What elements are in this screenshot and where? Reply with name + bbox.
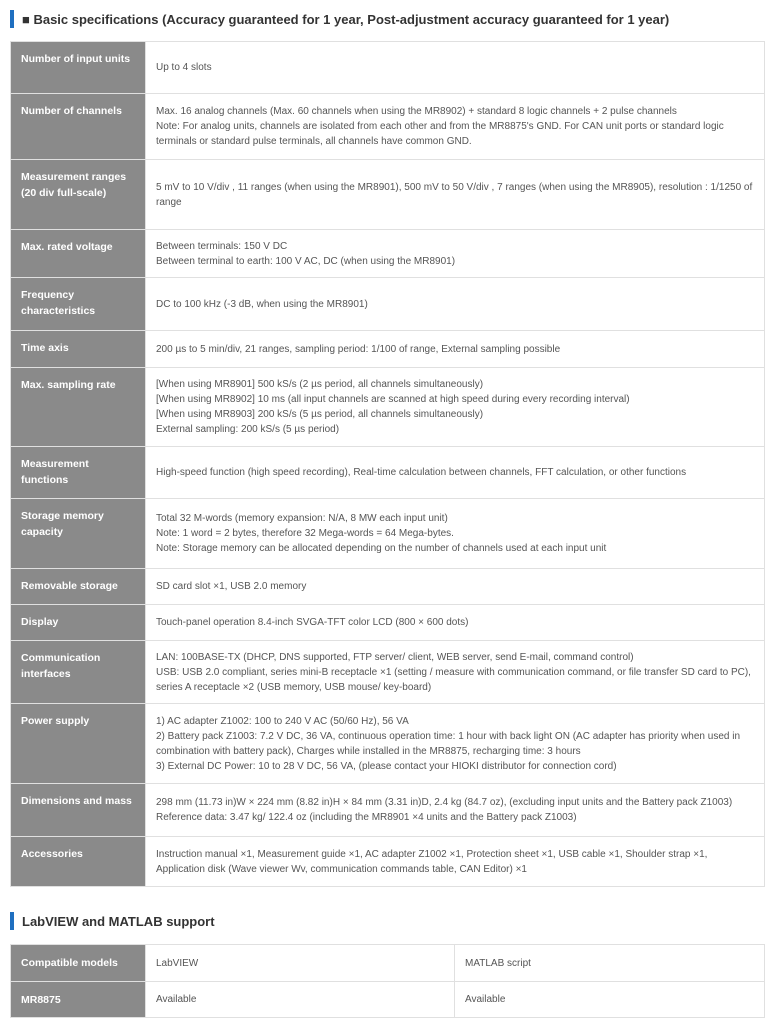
spec-row-value (146, 42, 765, 94)
spec-row-label (11, 160, 146, 230)
spec-row (11, 641, 765, 704)
spec-value-line: 3) External DC Power: 10 to 28 V DC, 56 VA, (please contact your HIOKI distributor for connection cord) (156, 760, 617, 772)
spec-row (11, 331, 765, 368)
spec-row-value (146, 499, 765, 569)
spec-row-value (146, 368, 765, 447)
spec-value-line: [When using MR8901] 500 kS/s (2 µs period, all channels simultaneously) (156, 379, 484, 390)
support-header-row (11, 945, 765, 982)
spec-table (10, 41, 765, 887)
spec-value-line: External sampling: 200 kS/s (5 µs period) (156, 424, 340, 435)
spec-value-line: Note: Storage memory can be allocated depending on the number of channels used at each input unit (156, 543, 607, 554)
spec-row-label (11, 42, 146, 94)
section-accent-bar (10, 10, 14, 28)
spec-row (11, 42, 765, 94)
spec-value-line: Total 32 M-words (memory expansion: N/A, 8 MW each input unit) (156, 513, 448, 524)
spec-row-label-text: Storage memory capacity (21, 510, 104, 538)
spec-row-label-text: Removable storage (21, 580, 118, 592)
spec-row-value (146, 569, 765, 605)
spec-row-label (11, 230, 146, 278)
spec-row-label-text: Number of input units (21, 53, 131, 65)
spec-row (11, 160, 765, 230)
spec-row-label-text: Max. rated voltage (21, 241, 113, 253)
spec-row-label-text: Power supply (21, 715, 90, 727)
spec-row-label (11, 331, 146, 368)
support-header-label: Compatible models (11, 945, 146, 982)
spec-row-label (11, 94, 146, 160)
spec-value-line: Note: 1 word = 2 bytes, therefore 32 Mega-words = 64 Mega-bytes. (156, 528, 454, 539)
support-row (11, 982, 765, 1018)
spec-row-value (146, 784, 765, 837)
spec-row (11, 784, 765, 837)
support-section (0, 912, 777, 934)
spec-row (11, 605, 765, 641)
spec-row-label-text: Frequency characteristics (21, 289, 96, 317)
spec-section-title: ■ Basic specifications (Accuracy guaranteed for 1 year, Post-adjustment accuracy guaranteed for 1 year) (22, 12, 670, 27)
spec-value-line: 200 µs to 5 min/div, 21 ranges, sampling period: 1/100 of range, External sampling possible (156, 343, 561, 355)
spec-value-line: High-speed function (high speed recording), Real-time calculation between channels, FFT calculation, or other functions (156, 467, 687, 478)
spec-row-label-text: Accessories (21, 848, 83, 860)
spec-row-label (11, 569, 146, 605)
spec-row (11, 499, 765, 569)
spec-row-label-text: Time axis (21, 342, 69, 354)
spec-value-line: 5 mV to 10 V/div , 11 ranges (when using the MR8901), 500 mV to 50 V/div , 7 ranges (when using the MR8905), resolution : 1/1250 of range (156, 181, 753, 208)
spec-row-value (146, 641, 765, 704)
support-header-col2: MATLAB script (455, 945, 765, 982)
spec-row-label-text: Measurement ranges (20 div full-scale) (21, 171, 127, 199)
spec-value-line: Max. 16 analog channels (Max. 60 channels when using the MR8902) + standard 8 logic channels + 2 pulse channels (156, 106, 677, 117)
spec-row (11, 837, 765, 887)
spec-row (11, 368, 765, 447)
spec-row-label-text: Dimensions and mass (21, 795, 132, 807)
spec-row-value (146, 160, 765, 230)
spec-row-value (146, 704, 765, 784)
spec-row (11, 569, 765, 605)
spec-row-value (146, 331, 765, 368)
spec-row-value (146, 447, 765, 499)
spec-row-value (146, 837, 765, 887)
support-table (10, 944, 765, 1018)
spec-row (11, 230, 765, 278)
spec-row-value (146, 230, 765, 278)
spec-value-line: USB: USB 2.0 compliant, series mini-B receptacle ×1 (setting / measure with communication command, or file transfer SD card to PC), series A receptacle ×2 (USB memory, USB mouse/ key-board) (156, 666, 751, 693)
support-row-col1: Available (146, 982, 455, 1018)
support-header-col1: LabVIEW (146, 945, 455, 982)
spec-row-label-text: Max. sampling rate (21, 379, 116, 391)
support-section-title: LabVIEW and MATLAB support (22, 914, 215, 929)
spec-row (11, 94, 765, 160)
spec-value-line: Reference data: 3.47 kg/ 122.4 oz (including the MR8901 ×4 units and the Battery pack Z1003) (156, 812, 577, 823)
spec-row-label (11, 704, 146, 784)
spec-row-label-text: Measurement functions (21, 458, 89, 486)
spec-value-line: 2) Battery pack Z1003: 7.2 V DC, 36 VA, continuous operation time: 1 hour with back light ON (AC adapter has priority when used in combination with battery pack), Charges while installed in the MR8875, recharging time: 3 hours (156, 730, 741, 757)
spec-row-label (11, 368, 146, 447)
spec-row-label (11, 784, 146, 837)
spec-value-line: 298 mm (11.73 in)W × 224 mm (8.82 in)H × 84 mm (3.31 in)D, 2.4 kg (84.7 oz), (excluding input units and the Battery pack Z1003) (156, 797, 733, 808)
spec-row-value (146, 278, 765, 331)
spec-row-label (11, 641, 146, 704)
spec-value-line: [When using MR8903] 200 kS/s (5 µs period, all channels simultaneously) (156, 409, 484, 420)
spec-value-line: 1) AC adapter Z1002: 100 to 240 V AC (50/60 Hz), 56 VA (156, 715, 409, 727)
spec-row (11, 278, 765, 331)
section-accent-bar (10, 912, 14, 930)
spec-row-value (146, 94, 765, 160)
spec-row-label-text: Display (21, 616, 59, 628)
spec-row-label (11, 605, 146, 641)
spec-value-line: LAN: 100BASE-TX (DHCP, DNS supported, FTP server/ client, WEB server, send E-mail, command control) (156, 651, 634, 663)
spec-section (0, 10, 777, 32)
spec-value-line: Up to 4 slots (156, 62, 212, 73)
spec-value-line: [When using MR8902] 10 ms (all input channels are scanned at high speed during every recording interval) (156, 394, 630, 405)
spec-row (11, 447, 765, 499)
spec-value-line: Instruction manual ×1, Measurement guide ×1, AC adapter Z1002 ×1, Protection sheet ×1, USB cable ×1, Shoulder strap ×1, Application disk (Wave viewer Wv, communication commands table, CAN Editor) ×1 (156, 848, 708, 875)
spec-value-line: Note: For analog units, channels are isolated from each other and from the MR8875's GND. For CAN unit ports or standard logic terminals or standard pulse terminals, all channels have common GND. (156, 121, 724, 147)
spec-row-label (11, 447, 146, 499)
spec-row-label (11, 499, 146, 569)
spec-row (11, 704, 765, 784)
support-section-header (0, 912, 777, 934)
spec-value-line: Touch-panel operation 8.4-inch SVGA-TFT color LCD (800 × 600 dots) (156, 617, 469, 628)
spec-row-value (146, 605, 765, 641)
spec-row-label (11, 278, 146, 331)
spec-row-label (11, 837, 146, 887)
spec-value-line: SD card slot ×1, USB 2.0 memory (156, 581, 307, 592)
spec-value-line: DC to 100 kHz (-3 dB, when using the MR8901) (156, 298, 368, 310)
spec-row-label-text: Number of channels (21, 105, 122, 117)
support-row-label: MR8875 (11, 982, 146, 1018)
spec-value-line: Between terminals: 150 V DC (156, 240, 288, 252)
spec-value-line: Between terminal to earth: 100 V AC, DC (when using the MR8901) (156, 255, 456, 267)
support-row-col2: Available (455, 982, 765, 1018)
spec-row-label-text: Communication interfaces (21, 652, 101, 680)
spec-section-header (0, 10, 777, 32)
